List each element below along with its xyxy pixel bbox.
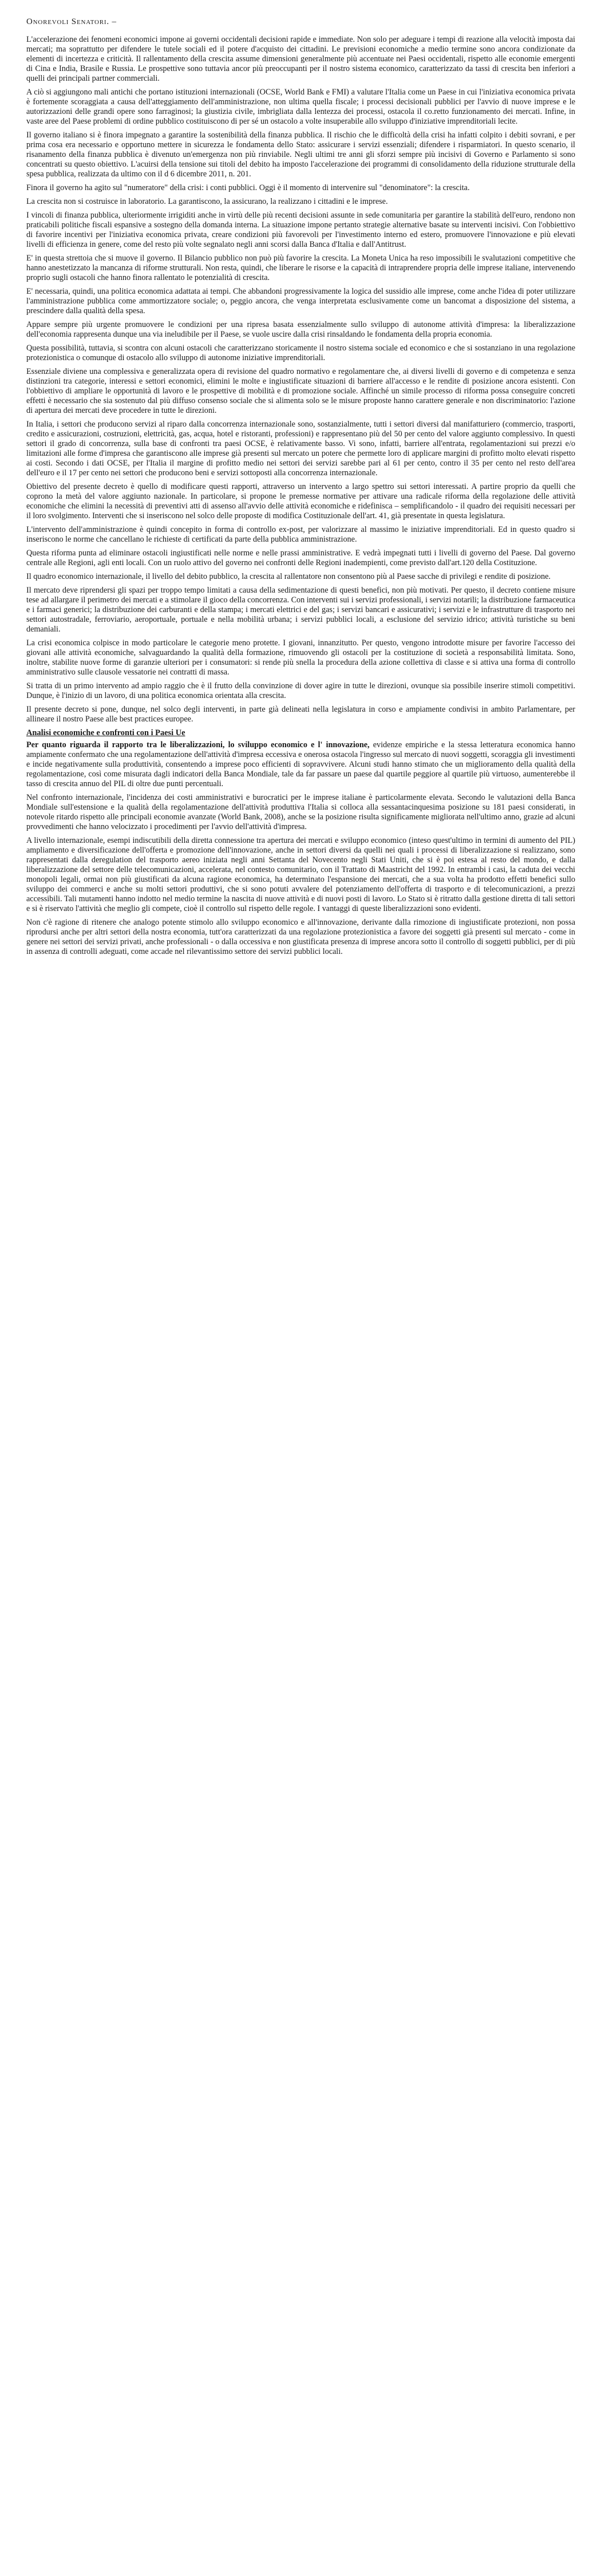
section-paragraph — [26, 740, 575, 789]
section-heading: Analisi economiche e confronti con i Paesi Ue — [26, 728, 185, 737]
paragraph: I vincoli di finanza pubblica, ulteriormente irrigiditi anche in virtù delle più recenti decisioni assunte in sede comunitaria per garantire la stabilità dell'euro, rendono non praticabili politiche fiscali espansive a sostegno della domanda interna. La situazione impone pertanto strategie alternative basate su interventi incisivi. Con l'obbiettivo di favorire incentivi per l'iniziativa economica privata, creare condizioni più favorevoli per l'investimento interno ed estero, promuovere l'innovazione e più elevati livelli di efficienza in genere, come del resto più volte segnalato negli anni scorsi dalla Banca d'Italia e dall'Antitrust. — [26, 211, 575, 249]
page-header — [26, 17, 575, 27]
paragraph: Il mercato deve riprendersi gli spazi per troppo tempo limitati a causa della sedimentazione di questi benefici, non più motivati. Per questo, il decreto contiene misure tese ad allargare il perimetro dei mercati e a stimolare il gioco della concorrenza. Con interventi sui i servizi professionali, i servizi notarili; la distribuzione farmaceutica e i farmaci generici; la distribuzione dei carburanti e della stampa; i mercati elettrici e del gas; i servizi bancari e assicurativi; i servizi e le infrastrutture di trasporto nei settori autostradale, ferroviario, aeroportuale, portuale e nella mobilità urbana; i servizi pubblici locali, a esclusione del servizio idrico; attività turistiche su beni demaniali. — [26, 586, 575, 634]
paragraph: Si tratta di un primo intervento ad ampio raggio che è il frutto della convinzione di dover agire in tutte le direzioni, ovunque sia possibile inserire stimoli competitivi. Dunque, è l'inizio di un lavoro, di una politica economica orientata alla crescita. — [26, 681, 575, 700]
document-body — [26, 35, 575, 957]
section-paragraph: Non c'è ragione di ritenere che analogo potente stimolo allo sviluppo economico e all'innovazione, derivante dalla rimozione di ingiustificate protezioni, non possa riprodursi anche per altri settori della nostra economia, tutt'ora caratterizzati da una regolazione protezionistica a favore dei soggetti già presenti sul mercato - come in genere nei settori dei servizi privati, anche professionali - o dalla occessiva e non giustificata presenza di imprese ancora sotto il controllo di soggetti pubblici, per di più in assenza di controlli adeguati, come accade nel rilevantissimo settore dei servizi pubblici locali. — [26, 918, 575, 956]
section-paragraph-lead: Per quanto riguarda il rapporto tra le liberalizzazioni, lo sviluppo economico e l' innovazione, — [26, 740, 370, 749]
paragraph: In Italia, i settori che producono servizi al riparo dalla concorrenza internazionale sono, sostanzialmente, tutti i settori diversi dal manifatturiero (commercio, trasporti, credito e assicurazioni, costruzioni, elettricità, gas, acqua, hotel e ristoranti, professioni) e rappresentano più del 50 per cento del valore aggiunto complessivo. In questi settori il grado di concorrenza, sulla base di confronti tra paesi OCSE, è relativamente basso. Vi sono, infatti, barriere all'entrata, regolamentazioni sui prezzi e/o limitazioni alle forme d'impresa che garantiscono alle imprese già presenti sul mercato un potere che permette loro di applicare margini di profitto molto elevati rispetto ai costi. Secondo i dati OCSE, per l'Italia il margine di profitto medio nei settori dei servizi sarebbe pari al 61 per cento, contro il 35 per cento nel resto dell'area dell'euro e il 17 per cento nei settori che producono beni e servizi sottoposti alla concorrenza internazionale. — [26, 420, 575, 478]
paragraph: L'intervento dell'amministrazione è quindi concepito in forma di controllo ex-post, per valorizzare al massimo le iniziative imprenditoriali. Ed in questo quadro si inseriscono le norme che cancellano le richieste di certificati da parte della pubblica amministrazione. — [26, 525, 575, 544]
paragraph: E' necessaria, quindi, una politica economica adattata ai tempi. Che abbandoni progressivamente la logica del sussidio alle imprese, come anche l'idea di poter utilizzare l'amministrazione pubblica come ammortizzatore sociale; o, peggio ancora, che venga interpretata esclusivamente come un bancomat a disposizione del sistema, a prescindere dalla qualità della spesa. — [26, 287, 575, 315]
paragraph: Finora il governo ha agito sul "numeratore" della crisi: i conti pubblici. Oggi è il momento di intervenire sul "denominatore": la crescita. — [26, 183, 470, 192]
paragraph: L'accelerazione dei fenomeni economici impone ai governi occidentali decisioni rapide e immediate. Non solo per adeguare i tempi di reazione alla velocità imposta dai mercati; ma soprattutto per difendere le tutele sociali ed il potere d'acquisto dei cittadini. Le previsioni economiche a medio termine sono ancora condizionate da elementi di incertezza e criticità. Il rallentamento della crescita assume dimensioni generalmente più accentuate nei Paesi occidentali, rispetto alle economie emergenti di Cina e India, Brasile e Russia. Le prospettive sono tuttavia ancor più preoccupanti per il nostro sistema economico, caratterizzato da tassi di crescita ben inferiori a quelli dei principali partner commerciali. — [26, 35, 575, 83]
paragraph: La crisi economica colpisce in modo particolare le categorie meno protette. I giovani, innanzitutto. Per questo, vengono introdotte misure per favorire l'accesso dei giovani alle attività economiche, salvaguardando la qualità della formazione, rimuovendo gli ostacoli per la costituzione di società a responsabilità limitata. Sono, inoltre, stabilite nuove forme di garanzie ulteriori per i consumatori: si rende più snella la procedura della azione collettiva di classe e si attiva una forma di controllo amministrativo sulle clausole vessatorie nei contratti di massa. — [26, 638, 575, 677]
paragraph: Il quadro economico internazionale, il livello del debito pubblico, la crescita al rallentatore non consentono più al Paese sacche di privilegi e rendite di posizione. — [26, 572, 551, 581]
section-paragraph-text: evidenze empiriche e la stessa letteratura economica hanno ampiamente confermato che una regolamentazione dell'attività d'impresa eccessiva e onerosa ostacola l'ingresso sul mercato di nuovi soggetti, scoraggia gli investimenti e incide negativamente sulla produttività, consentendo a imprese poco efficienti di sopravvivere. Alcuni studi hanno stimato che un miglioramento della qualità della regolamentazione, così come misurata dagli indicatori della Banca Mondiale, tale da far passare un paese dal quartile peggiore al quartile più virtuoso, aumenterebbe il tasso di crescita annuo del PIL di oltre due punti percentuali. — [26, 740, 576, 788]
paragraph: Questa possibilità, tuttavia, si scontra con alcuni ostacoli che caratterizzano storicamente il nostro sistema sociale ed economico e che si sostanziano in una regolazione protezionistica o comunque di ostacolo allo sviluppo di autonome iniziative imprenditoriali. — [26, 344, 575, 362]
paragraph: A ciò si aggiungono mali antichi che portano istituzioni internazionali (OCSE, World Bank e FMI) a valutare l'Italia come un Paese in cui l'iniziativa economica privata è fortemente scoraggiata a causa dell'atteggiamento dell'amministrazione, non ultima quella fiscale; i processi decisionali pubblici per l'avvio di nuove imprese e le autorizzazioni delle grandi opere sono farraginosi; la giustizia civile, imbrigliata dalla lentezza dei processi, ostacola il co.retto funzionamento dei mercati. Infine, in vaste aree del Paese problemi di ordine pubblico costituiscono di per sé un ostacolo a volte insuperabile allo sviluppo d'iniziative imprenditoriali lecite. — [26, 88, 575, 126]
paragraph: Essenziale diviene una complessiva e generalizzata opera di revisione del quadro normativo e regolamentare che, ai diversi livelli di governo e di competenza e senza distinzioni tra categorie, interessi e settori economici, elimini le molte e ingiustificate situazioni di barriere all'accesso e le rendite di posizione ancora esistenti. Con l'obbiettivo di ampliare le opportunità di lavoro e le prospettive di mobilità e di promozione sociale. Affinché un simile processo di riforma possa conseguire concreti effetti è necessario che sia sostenuto dal più diffuso consenso sociale che si alimenta solo se le misure proposte hanno carattere generale e non discriminatorio: l'azione di apertura dei mercati deve procedere in tutte le direzioni. — [26, 367, 575, 415]
paragraph: Obiettivo del presente decreto è quello di modificare questi rapporti, attraverso un intervento a largo spettro sui settori interessati. A partire proprio da quelli che coprono la metà del valore aggiunto nazionale. In particolare, si propone le premesse normative per attivare una radicale riforma della regolazione delle attività economiche che elimini la necessità di preventivi atti di assenso all'avvio delle attività economiche e ridefinisca – semplificandolo - il quadro dei requisiti necessari per il loro svolgimento. Interventi che si inseriscono nel solco delle proposte di modifica Costituzionale dell'art. 41, già presentate in questa legislatura. — [26, 482, 575, 520]
paragraph: Il presente decreto si pone, dunque, nel solco degli interventi, in parte già delineati nella legislatura in corso e ampiamente condivisi in ambito Parlamentare, per allineare il nostro Paese alle best practices europee. — [26, 705, 575, 724]
section-paragraph: A livello internazionale, esempi indiscutibili della diretta connessione tra apertura dei mercati e sviluppo economico (inteso quest'ultimo in termini di aumento del PIL) ampliamento e diversificazione dell'offerta e promozione dell'innovazione, anche in settori diversi da quelli nei quali i processi di liberalizzazione si realizzano, sono rappresentati dalla deregulation del trasporto aereo iniziata negli anni Settanta del Novecento negli Stati Uniti, che si è poi estesa al resto del mondo, e dalla liberalizzazione del settore delle telecomunicazioni, accelerata, nel contesto comunitario, con il Trattato di Maastricht del 1992. In entrambi i casi, la caduta dei vecchi monopoli legali, ormai non più giustificati da alcuna ragione economica, ha determinato l'espansione dei mercati, che a sua volta ha prodotto effetti benefici sullo sviluppo dei commerci e anche su molti settori produttivi, che si sono potuti avvalere del potenziamento dell'offerta di trasporto e di telecomunicazioni, a prezzi accessibili. Tali mutamenti hanno indotto nel medio termine la nascita di nuove attività e di nuovi posti di lavoro. Lo Stato si è ritratto dalla gestione diretta di tali settori e si è riservato l'attività che meglio gli compete, cioè il controllo sul rispetto delle regole. I vantaggi di queste liberalizzazioni sono evidenti. — [26, 836, 575, 913]
paragraph: E' in questa strettoia che si muove il governo. Il Bilancio pubblico non può più favorire la crescita. La Moneta Unica ha reso impossibili le svalutazioni competitive che hanno anestetizzato la mancanza di riforme strutturali. Non resta, quindi, che liberare le risorse e la capacità di intraprendere propria delle imprese italiane, intervenendo proprio sugli ostacoli che hanno finora rallentato le potenzialità di crescita. — [26, 254, 575, 282]
paragraph: Il governo italiano si è finora impegnato a garantire la sostenibilità della finanza pubblica. Il rischio che le difficoltà della crisi ha infatti colpito i debiti sovrani, e per prima cosa era necessario e opportuno mettere in sicurezza le fondamenta dello Stato: assicurare i servizi essenziali; difendere i risparmiatori. In questo scenario, il risanamento della finanza pubblica è divenuto un'emergenza non più rinviabile. Negli ultimi tre anni gli sforzi sempre più incisivi di Governo e Parlamento si sono concentrati su questo obiettivo. L'acuirsi della tensione sui titoli del debito ha imposto l'accelerazione dei programmi di consolidamento della riduzione strutturale della spesa pubblica, realizzata da ultimo con il d 6 dicembre 2011, n. 201. — [26, 131, 575, 179]
paragraph: Appare sempre più urgente promuovere le condizioni per una ripresa basata essenzialmente sullo sviluppo di autonome attività d'impresa: la liberalizzazione dell'economia rappresenta dunque una via ineludibile per il Paese, se vuole uscire dalla crisi rinsaldando le fondamenta della propria economia. — [26, 320, 575, 339]
page-header-title: Onorevoli Senatori. – — [26, 17, 117, 26]
paragraph: La crescita non si costruisce in laboratorio. La garantiscono, la assicurano, la realizzano i cittadini e le imprese. — [26, 197, 388, 206]
paragraph: Questa riforma punta ad eliminare ostacoli ingiustificati nelle norme e nelle prassi amministrative. E vedrà impegnati tutti i livelli di governo del Paese. Dal governo centrale alle Regioni, agli enti locali. Con un ruolo attivo del governo nei confronti delle Regioni inadempienti, come previsto dall'art.120 della Costituzione. — [26, 549, 575, 567]
section-paragraph: Nel confronto internazionale, l'incidenza dei costi amministrativi e burocratici per le imprese italiane è particolarmente elevata. Secondo le valutazioni della Banca Mondiale sull'estensione e la qualità della regolamentazione dell'attività produttiva l'Italia si colloca alla sessantacinquesima posizione su 181 paesi considerati, in notevole ritardo rispetto alle principali economie avanzate (World Bank, 2008), anche se la posizione risulta significamente migliorata nell'ultimo anno, grazie ad alcuni provvedimenti che hanno velocizzato i procedimenti per l'avvio dell'attività d'impresa. — [26, 793, 575, 831]
